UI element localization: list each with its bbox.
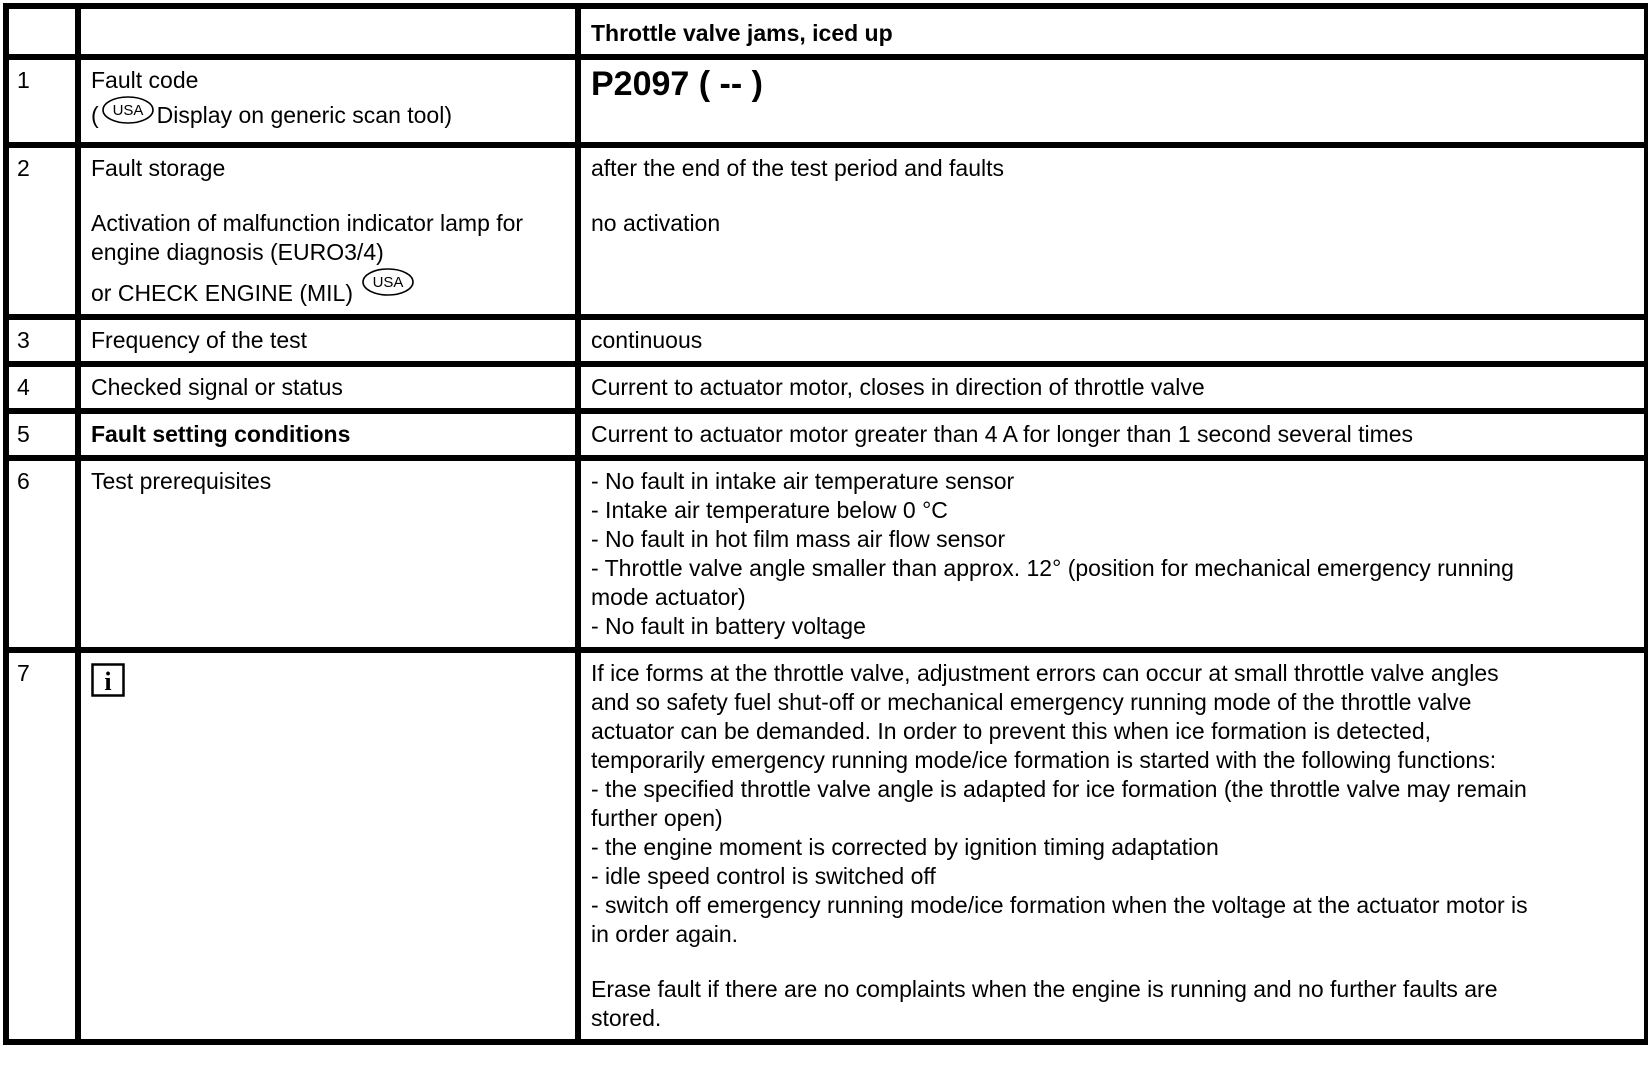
row-label-cell <box>78 364 578 411</box>
row-value-cell <box>578 650 1647 1042</box>
row-value-cell <box>578 317 1647 364</box>
row-value-cell <box>578 364 1647 411</box>
row-label-cell <box>78 650 578 1042</box>
mil-label-line1: Activation of malfunction indicator lamp for <box>91 210 524 236</box>
row-number: 5 <box>17 421 30 447</box>
table-row <box>6 458 1647 650</box>
row-number: 2 <box>17 155 30 181</box>
note-line: - switch off emergency running mode/ice formation when the voltage at the actuator motor is <box>591 892 1528 918</box>
fault-code-label-line2 <box>91 95 567 130</box>
checked-signal-value: Current to actuator motor, closes in direction of throttle valve <box>591 374 1205 400</box>
fault-storage-value-text: after the end of the test period and faults <box>591 155 1005 181</box>
fault-storage-label <box>81 148 575 314</box>
checked-signal-label: Checked signal or status <box>91 374 343 400</box>
row-number: 1 <box>17 67 30 93</box>
usa-badge-text: USA <box>112 102 144 119</box>
header-title-cell <box>578 6 1647 57</box>
note-line: If ice forms at the throttle valve, adjustment errors can occur at small throttle valve angles <box>591 660 1499 686</box>
row-number-cell <box>6 317 78 364</box>
header-label-cell <box>78 6 578 57</box>
row-number: 3 <box>17 327 30 353</box>
row-number-cell <box>6 411 78 458</box>
row-number-cell <box>6 57 78 145</box>
scan-tool-text: Display on generic scan tool) <box>156 102 452 128</box>
note-line: and so safety fuel shut-off or mechanical emergency running mode of the throttle valve <box>591 689 1472 715</box>
row-value-cell <box>578 411 1647 458</box>
erase-fault-line: Erase fault if there are no complaints when the engine is running and no further faults are <box>591 976 1498 1002</box>
row-value-cell <box>578 57 1647 145</box>
row-number-cell <box>6 364 78 411</box>
row-number-cell <box>6 145 78 317</box>
mil-label-line2: engine diagnosis (EURO3/4) <box>91 239 384 265</box>
note-line: actuator can be demanded. In order to prevent this when ice formation is detected, <box>591 718 1431 744</box>
fault-code-value: P2097 ( -- ) <box>591 65 763 103</box>
note-line: - the engine moment is corrected by ignition timing adaptation <box>591 834 1219 860</box>
table-row <box>6 650 1647 1042</box>
row-label-cell <box>78 317 578 364</box>
mil-activation-value: no activation <box>591 210 721 236</box>
note-line: temporarily emergency running mode/ice formation is started with the following functions: <box>591 747 1497 773</box>
row-label-cell <box>78 145 578 317</box>
table-header-row <box>6 6 1647 57</box>
list-item: - Intake air temperature below 0 °C <box>591 497 948 523</box>
row-label-cell <box>78 411 578 458</box>
row-value-cell <box>578 458 1647 650</box>
fault-setting-label: Fault setting conditions <box>91 421 351 447</box>
fault-code-label <box>81 60 575 136</box>
fault-storage-text: Fault storage <box>91 155 226 181</box>
list-item: - Throttle valve angle smaller than approx. 12° (position for mechanical emergency running <box>591 555 1514 581</box>
info-glyph: i <box>104 667 112 696</box>
usa-badge-icon <box>361 267 415 299</box>
note-line: - the specified throttle valve angle is adapted for ice formation (the throttle valve may remain <box>591 776 1527 802</box>
row-number: 6 <box>17 468 30 494</box>
usa-badge-icon <box>101 95 155 127</box>
table-row <box>6 57 1647 145</box>
test-prerequisites-list <box>581 461 1644 647</box>
table-row <box>6 145 1647 317</box>
note-line: - idle speed control is switched off <box>591 863 936 889</box>
table-row <box>6 411 1647 458</box>
table-row <box>6 364 1647 411</box>
erase-fault-line: stored. <box>591 1005 662 1031</box>
fault-diagnosis-sheet <box>3 3 1644 1045</box>
fault-code-label-line1: Fault code <box>91 67 199 93</box>
fault-title: Throttle valve jams, iced up <box>591 20 893 46</box>
ice-formation-note <box>581 653 1644 1039</box>
list-item: mode actuator) <box>591 584 746 610</box>
header-num-cell <box>6 6 78 57</box>
check-engine-text: or CHECK ENGINE (MIL) <box>91 280 353 306</box>
row-label-cell <box>78 458 578 650</box>
list-item: - No fault in hot film mass air flow sensor <box>591 526 1006 552</box>
row-label-cell <box>78 57 578 145</box>
fault-table <box>3 3 1648 1045</box>
row-value-cell <box>578 145 1647 317</box>
frequency-value: continuous <box>591 327 703 353</box>
row-number: 7 <box>17 660 30 686</box>
list-item: - No fault in intake air temperature sensor <box>591 468 1015 494</box>
fault-storage-value <box>581 148 1644 244</box>
table-row <box>6 317 1647 364</box>
frequency-label: Frequency of the test <box>91 327 308 353</box>
note-line: in order again. <box>591 921 739 947</box>
usa-badge-text: USA <box>372 274 404 291</box>
info-icon <box>91 663 125 697</box>
test-prerequisites-label: Test prerequisites <box>91 468 272 494</box>
row-number-cell <box>6 458 78 650</box>
mil-label-line3 <box>91 267 567 308</box>
fault-setting-value: Current to actuator motor greater than 4 A for longer than 1 second several times <box>591 421 1414 447</box>
paren-open: ( <box>91 102 99 128</box>
note-line: further open) <box>591 805 723 831</box>
list-item: - No fault in battery voltage <box>591 613 866 639</box>
row-number-cell <box>6 650 78 1042</box>
row-number: 4 <box>17 374 30 400</box>
